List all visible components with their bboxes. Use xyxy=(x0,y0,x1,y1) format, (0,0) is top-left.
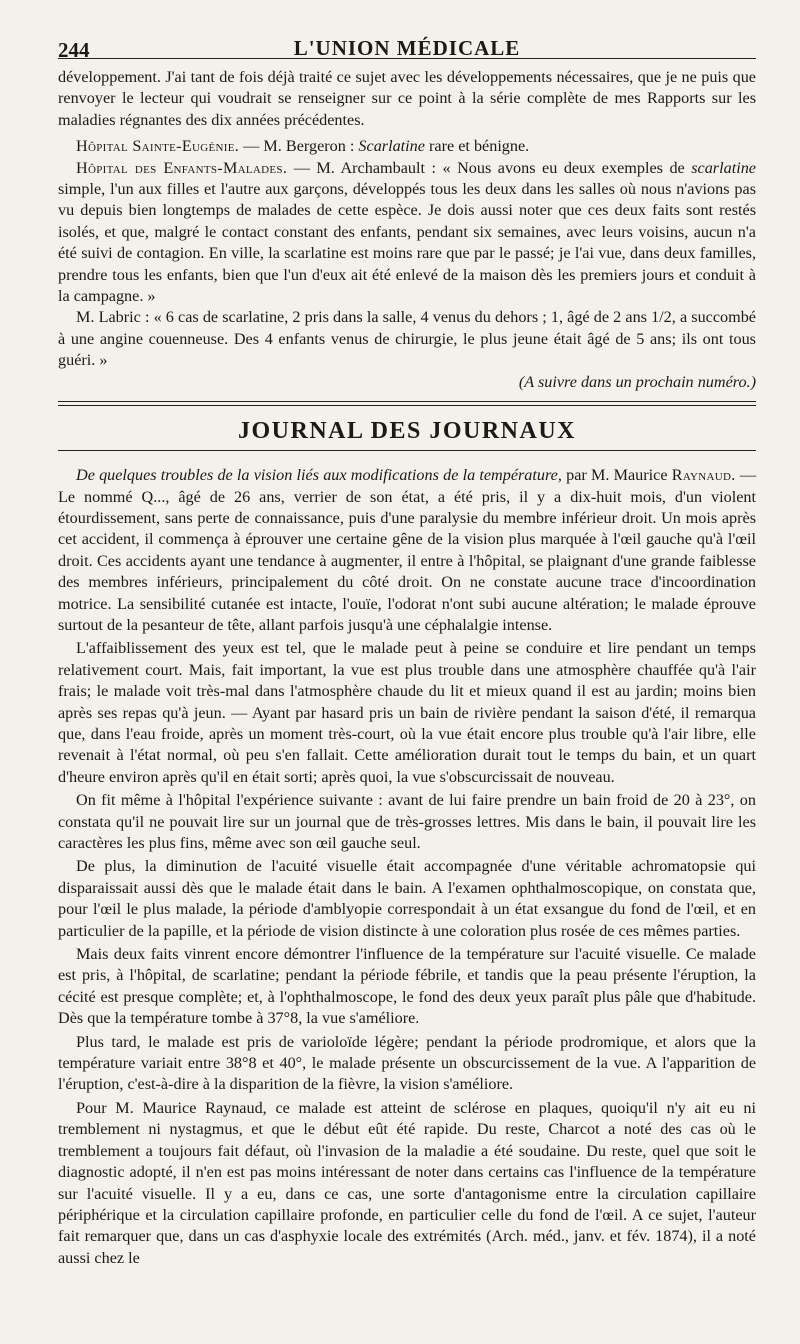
article-paragraph: On fit même à l'hôpital l'expérience suivante : avant de lui faire prendre un bain froid de 20 à 23°, on constata qu'il ne pouvait lire sur un journal que de très-grosses lettres. Mis dans le bain, il pouvait lire les caractères les plus fins, même avec son œil gauche seul. xyxy=(58,791,756,852)
article-paragraph: Plus tard, le malade est pris de varioloïde légère; pendant la période prodromique, et alors que la température variait entre 38°8 et 40°, le malade présente un obscurcissement de la vue. A l'apparition de l'éruption, c'est-à-dire à la disparition de la fièvre, la vision s'améliore. xyxy=(58,1032,756,1094)
hospital-text: simple, l'un aux filles et l'autre aux garçons, développés tous les deux dans les salles où nous n'avions pas vu depuis bien longtemps de malades de cette espèce. Je dois aussi noter que ces deux faits sont restés isolés, et que, malgré le contact constant des enfants, pendant six semaines, avec leurs voisins, aucun n'a été suivi de contagion. En ville, la scarlatine est moins rare que par le passé; je l'ai vue, dans deux familles, prendre tous les enfants, bien que l'un d'eux ait été enlevé de la maison dès les premiers jours et conduit à la campagne. » xyxy=(58,180,756,306)
to-follow-text: (A suivre dans un prochain numéro.) xyxy=(518,372,756,391)
hospital-text: rare et bénigne. xyxy=(424,137,530,156)
hospital-entry-sainte-eugenie xyxy=(58,136,756,157)
article-title: De quelques troubles de la vision liés aux modifications de la température, xyxy=(76,466,562,485)
disease-name: scarlatine xyxy=(691,158,756,177)
article-author: Raynaud. xyxy=(671,466,736,485)
page-number: 244 xyxy=(58,38,90,62)
labric-paragraph: M. Labric : « 6 cas de scarlatine, 2 pris dans la salle, 4 venus du dehors ; 1, âgé de 2 ans 1/2, a succombé à une angine couenneuse. Des 4 enfants venus de chirurgie, le plus jeune était âgé de 5 ans; ils ont tous guéri. » xyxy=(58,308,756,370)
intro-paragraph: développement. J'ai tant de fois déjà traité ce sujet avec les développements nécessaires, que je ne puis que renvoyer le lecteur qui voudrait se renseigner sur ce point à la série complète de mes Rapports sur les maladies régnantes des dix années précédentes. xyxy=(58,68,756,129)
hospital-name: Hôpital Sainte-Eugénie. xyxy=(76,137,240,156)
hospital-text: — M. Archambault : « Nous avons eu deux exemples de xyxy=(287,158,692,177)
section-divider xyxy=(58,401,756,406)
article-paragraph: De plus, la diminution de l'acuité visuelle était accompagnée d'une véritable achromatopsie qui disparaissait aussi dès que le malade était dans le bain. A l'examen ophthalmoscopique, on constata que, pour l'œil le plus malade, la période d'amblyopie correspondait à un état exsangue du fond de l'œil, et en particulier de la papille, et la période de vision distincte à une coloration plus rosée de ces mêmes parties. xyxy=(58,857,756,940)
hospital-text: — M. Bergeron : xyxy=(239,137,359,156)
running-title: L'UNION MÉDICALE xyxy=(293,36,521,60)
article-paragraph: Pour M. Maurice Raynaud, ce malade est atteint de sclérose en plaques, quoiqu'il n'y ait eu ni tremblement ni nystagmus, et que le début eût été rapide. Du reste, Charcot a noté des cas où le tremblement a toujours fait défaut, où l'invasion de la maladie a été soudaine. Du reste, quel que soit le diagnostic adopté, il n'en est pas moins intéressant de noter dans certains cas l'influence de la température sur l'acuité visuelle. Il y a eu, dans ce cas, une sorte d'antagonisme entre la circulation capillaire périphérique et la circulation capillaire profonde, en particulier celle du fond de l'œil. A ce sujet, l'auteur fait remarquer que, dans un cas d'asphyxie locale des extrémités (Arch. méd., janv. et fév. 1874), il a noté aussi chez le xyxy=(58,1098,756,1267)
section-title-rule xyxy=(58,450,756,451)
hospital-entry-enfants-malades xyxy=(58,158,756,308)
article-byline: par M. Maurice xyxy=(561,466,672,485)
to-follow-note xyxy=(58,372,756,393)
article-lead-paragraph xyxy=(58,465,756,636)
hospital-name: Hôpital des Enfants-Malades. xyxy=(76,158,288,177)
disease-name: Scarlatine xyxy=(358,137,425,156)
article-lead-text: — Le nommé Q..., âgé de 26 ans, verrier de son état, a été pris, il y a dix-huit mois, d'un violent étourdissement, sans perte de connaissance, puis d'une paralysie du membre inférieur droit. Un mois après cet accident, il commença à éprouver une certaine gêne de la vision plus marquée à l'œil gauche qu'à l'œil droit. Ces accidents ayant une tendance à augmenter, il entre à l'hôpital, se plaignant d'une grande faiblesse des membres inférieurs, principalement du côté droit. On ne constate aucune trace d'incoordination motrice. La sensibilité cutanée est intacte, l'ouïe, l'odorat n'ont subi aucune altération; le malade éprouve surtout de la pesanteur de tête, allant parfois jusqu'à une céphalalgie intense. xyxy=(58,466,757,634)
page-header xyxy=(58,20,756,62)
article-paragraph: Mais deux faits vinrent encore démontrer l'influence de la température sur l'acuité visuelle. Ce malade est pris, à l'hôpital, de scarlatine; pendant la période fébrile, et tandis que la peau présente l'éruption, la cécité est presque complète; et, à l'ophthalmoscope, le fond des deux yeux paraît plus pâle que d'habitude. Dès que la température tombe à 37°8, la vue s'améliore. xyxy=(58,945,756,1028)
section-title: JOURNAL DES JOURNAUX xyxy=(237,418,577,445)
article-paragraph: L'affaiblissement des yeux est tel, que le malade peut à peine se conduire et lire pendant un temps relativement court. Mais, fait important, la vue est plus trouble dans une atmosphère chauffée qu'à l'air frais; le malade voit très-mal dans l'atmosphère chaude du lit et mieux quand il est au jardin; moins bien après ses repas qu'à jeun. — Ayant par hasard pris un bain de rivière pendant la saison d'été, il remarqua que, dans l'eau froide, après un moment très-court, où la vue était encore plus trouble qu'à l'air libre, elle revenait à l'état normal, où peu s'en fallait. Cette amélioration durait tout le temps du bain, et un quart d'heure environ après qu'il en était sorti; après quoi, la vue s'obscurcissait de nouveau. xyxy=(58,639,756,786)
